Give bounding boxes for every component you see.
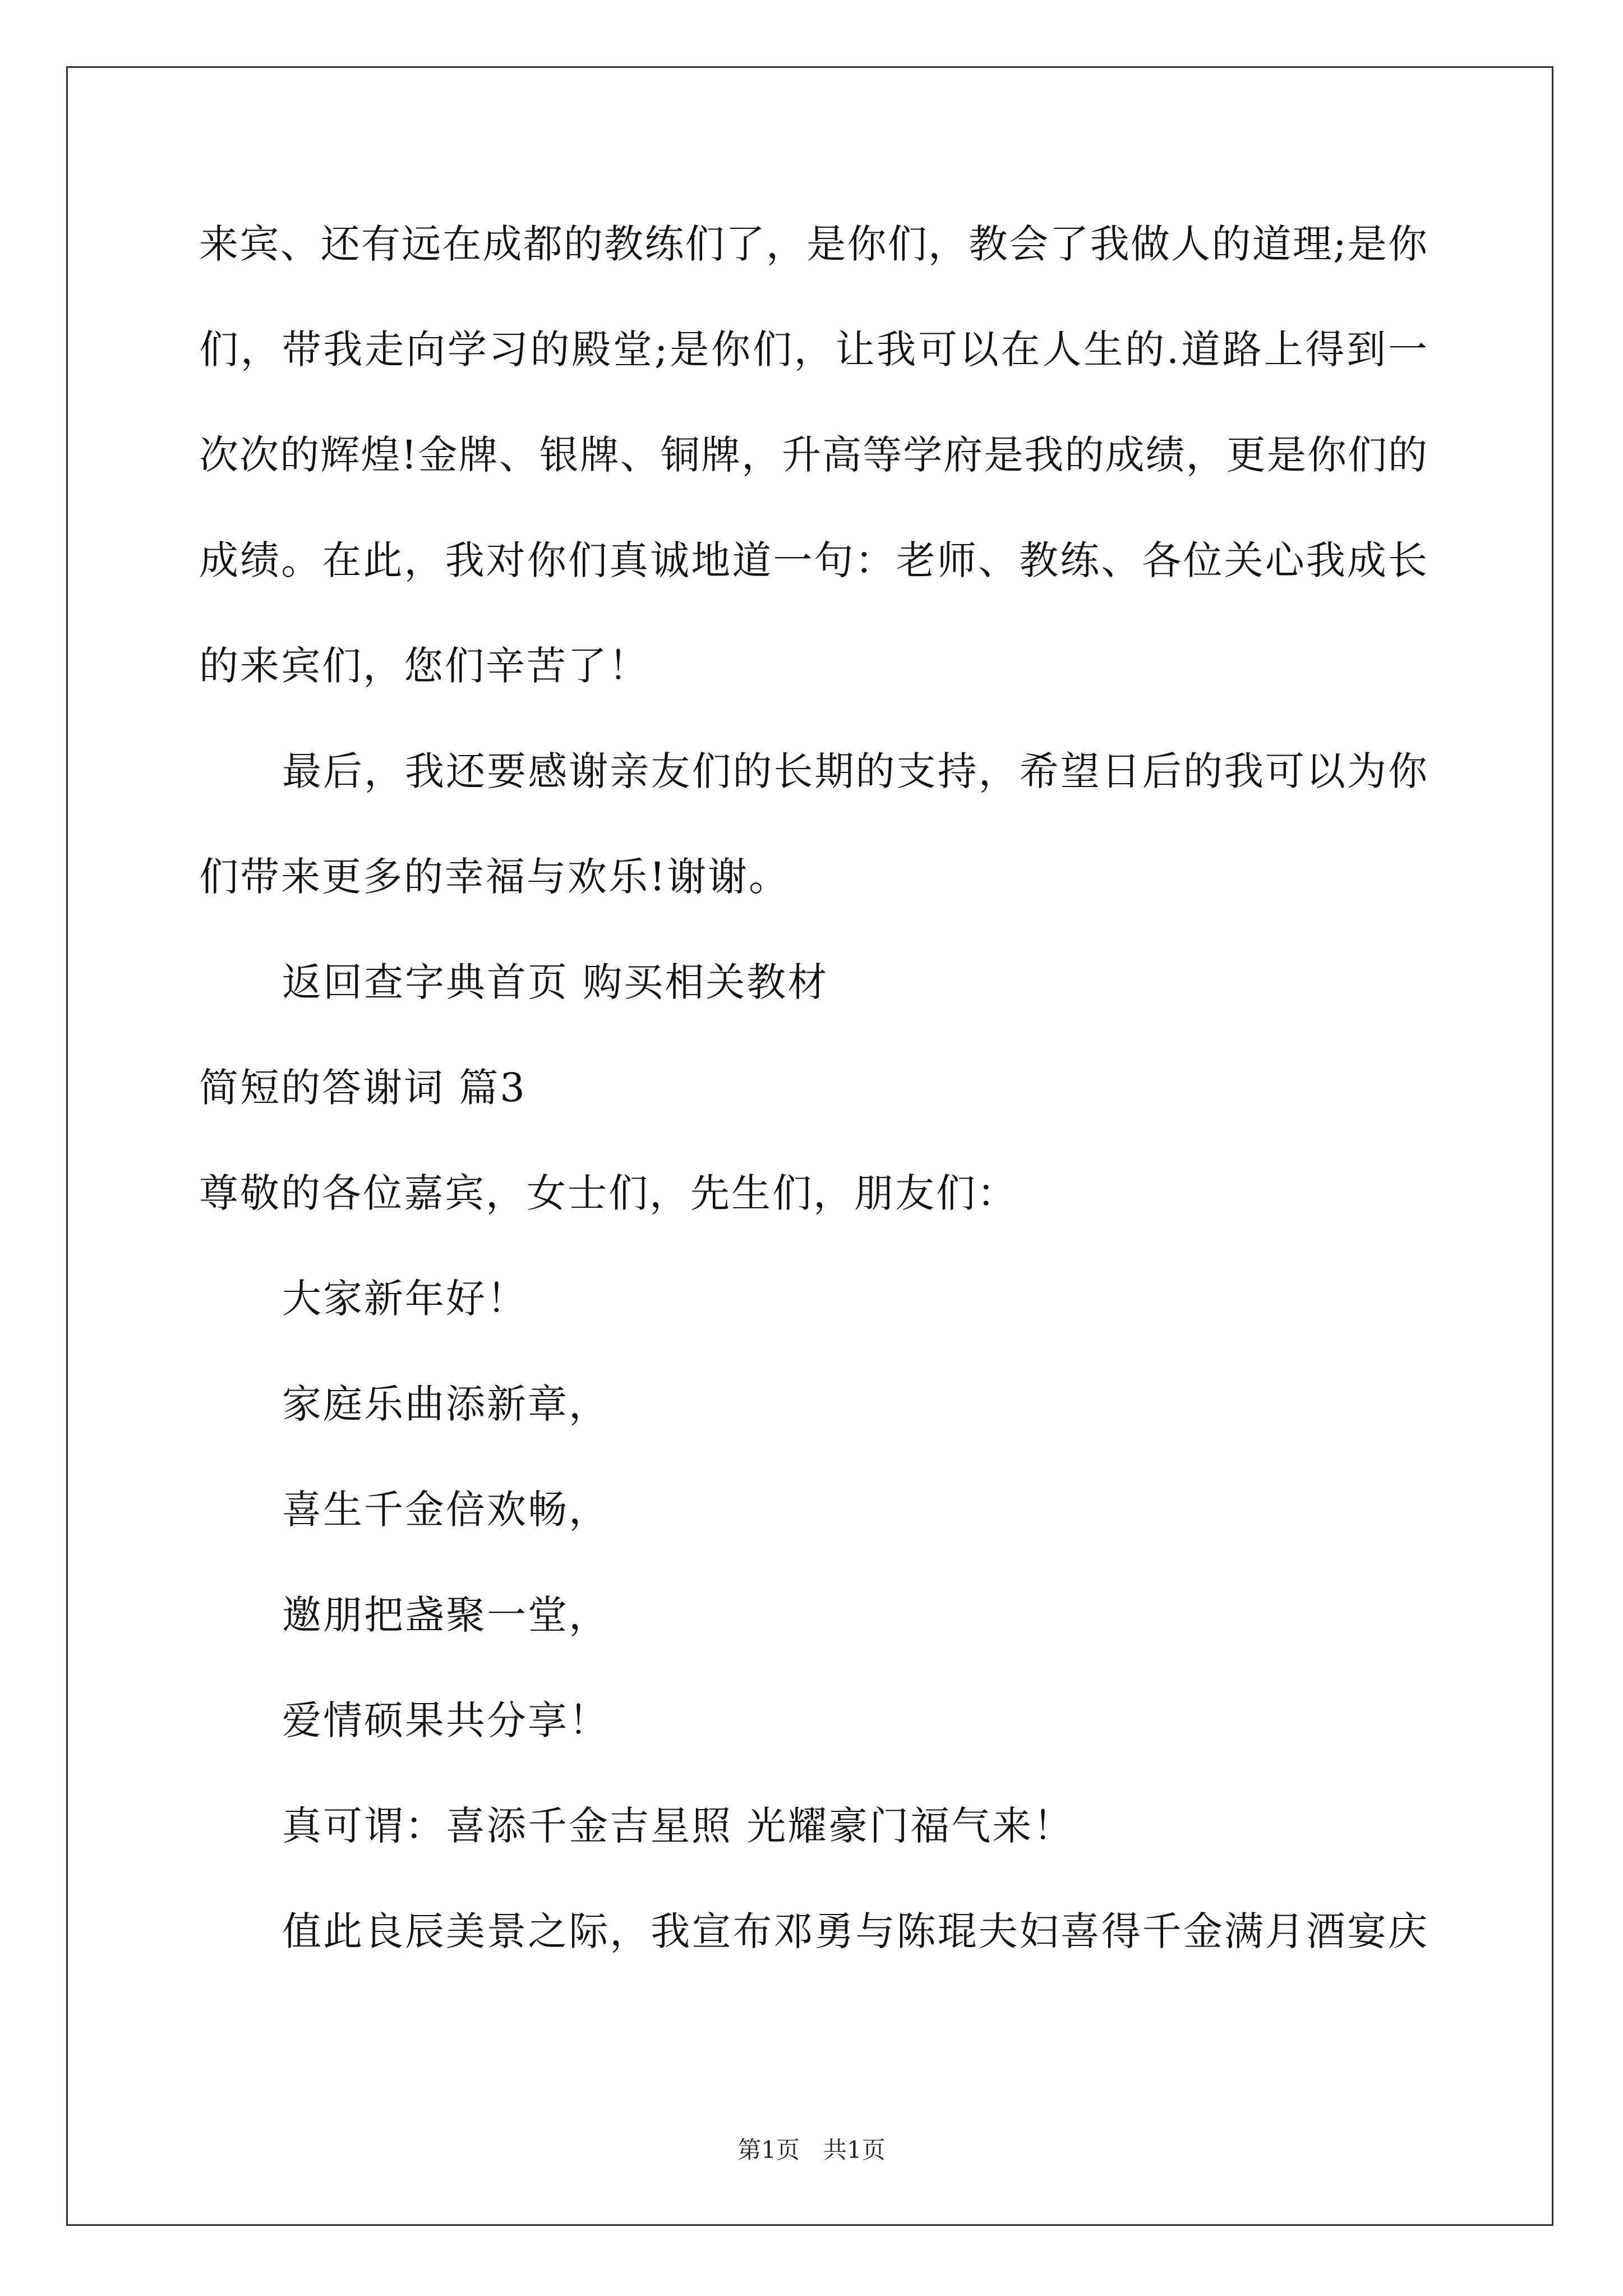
verse-line: 家庭乐曲添新章， [282, 1381, 610, 1427]
paragraph-line: 们，带我走向学习的殿堂;是你们，让我可以在人生的.道路上得到一 [199, 326, 1427, 372]
verse-line: 邀朋把盏聚一堂， [282, 1592, 610, 1638]
section-title: 简短的答谢词 篇3 [199, 1065, 527, 1111]
paragraph-line: 大家新年好！ [282, 1276, 528, 1322]
paragraph-line: 的来宾们，您们辛苦了！ [199, 643, 649, 689]
page-number: 第1页 共1页 [737, 2136, 886, 2164]
paragraph-line: 值此良辰美景之际，我宣布邓勇与陈琨夫妇喜得千金满月酒宴庆 [282, 1908, 1427, 1954]
paragraph-line: 成绩。在此，我对你们真诚地道一句：老师、教练、各位关心我成长 [199, 537, 1427, 583]
paragraph-line: 最后，我还要感谢亲友们的长期的支持，希望日后的我可以为你 [282, 748, 1427, 794]
salutation: 尊敬的各位嘉宾，女士们，先生们，朋友们： [199, 1170, 1018, 1216]
paragraph-line: 来宾、还有远在成都的教练们了，是你们，教会了我做人的道理;是你 [199, 221, 1427, 267]
verse-line: 爱情硕果共分享！ [282, 1697, 610, 1743]
verse-line: 喜生千金倍欢畅， [282, 1487, 610, 1533]
link-line[interactable]: 返回查字典首页 购买相关教材 [282, 959, 829, 1005]
page-frame [66, 66, 1553, 2226]
paragraph-line: 真可谓：喜添千金吉星照 光耀豪门福气来！ [282, 1803, 1075, 1849]
paragraph-line: 们带来更多的幸福与欢乐!谢谢。 [199, 854, 790, 900]
paragraph-line: 次次的辉煌!金牌、银牌、铜牌，升高等学府是我的成绩，更是你们的 [199, 432, 1427, 478]
